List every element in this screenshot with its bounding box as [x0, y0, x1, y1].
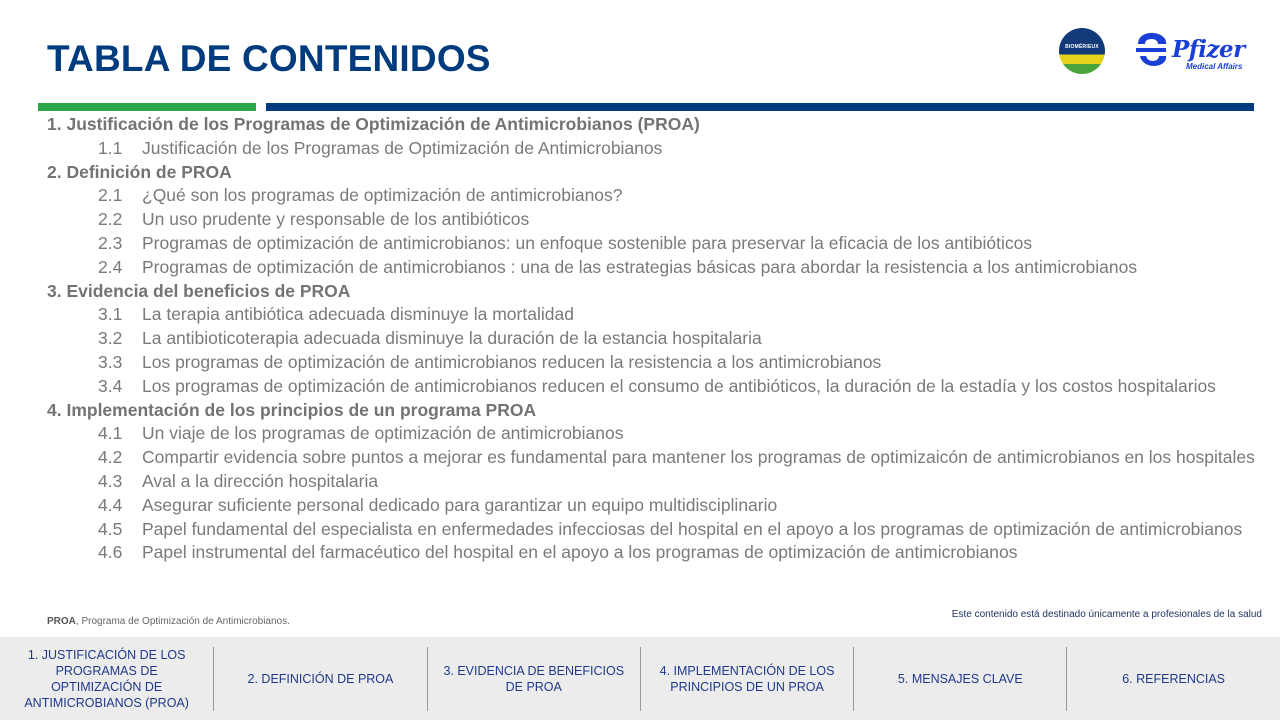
pfizer-wordmark: Pfizer — [1172, 36, 1245, 63]
toc-item-2-3[interactable]: 2.3 Programas de optimización de antimicrobianos: un enfoque sostenible para preservar la eficacia de los antibióticos — [98, 232, 1033, 253]
disclaimer-text: Este contenido está destinado únicamente a profesionales de la salud — [951, 609, 1262, 620]
toc-item-3-1[interactable]: 3.1 La terapia antibiótica adecuada disminuye la mortalidad — [98, 304, 574, 325]
toc-item-3-4[interactable]: 3.4 Los programas de optimización de antimicrobianos reducen el consumo de antibióticos, la duración de la estadía y los costos hospitalarios — [98, 375, 1216, 396]
abbreviation-footnote — [47, 616, 290, 627]
section-2-heading[interactable]: 2. Definición de PROA — [47, 161, 232, 182]
bottom-navigation — [0, 637, 1280, 720]
biomerieux-logo — [1059, 28, 1105, 74]
table-of-contents — [47, 113, 1272, 565]
toc-item-1-1[interactable]: 1.1 Justificación de los Programas de Optimización de Antimicrobianos — [98, 137, 663, 158]
nav-tab-justificacion[interactable]: 1. JUSTIFICACIÓN DE LOS PROGRAMAS DE OPTIMIZACIÓN DE ANTIMICROBIANOS (PROA) — [24, 647, 189, 710]
toc-item-2-1[interactable]: 2.1 ¿Qué son los programas de optimización de antimicrobianos? — [98, 185, 623, 206]
accent-bar-green — [38, 103, 256, 111]
pfizer-pill-icon — [1132, 30, 1170, 70]
nav-tab-implementacion[interactable]: 4. IMPLEMENTACIÓN DE LOS PRINCIPIOS DE UN PROA — [640, 647, 853, 711]
nav-tab-referencias[interactable]: 6. REFERENCIAS — [1066, 647, 1279, 711]
toc-item-4-1[interactable]: 4.1 Un viaje de los programas de optimización de antimicrobianos — [98, 423, 624, 444]
toc-item-2-2[interactable]: 2.2 Un uso prudente y responsable de los antibióticos — [98, 209, 530, 230]
nav-tab-definicion[interactable]: 2. DEFINICIÓN DE PROA — [213, 647, 426, 711]
page-title: TABLA DE CONTENIDOS — [47, 38, 491, 79]
toc-item-4-6[interactable]: 4.6 Papel instrumental del farmacéutico del hospital en el apoyo a los programas de optimización de antimicrobianos — [98, 542, 1018, 563]
pfizer-logo — [1132, 28, 1254, 76]
nav-tab-evidencia[interactable]: 3. EVIDENCIA DE BENEFICIOS DE PROA — [427, 647, 640, 711]
toc-item-4-3[interactable]: 4.3 Aval a la dirección hospitalaria — [98, 470, 379, 491]
toc-item-4-2[interactable]: 4.2 Compartir evidencia sobre puntos a mejorar es fundamental para mantener los programas de optimizaicón de antimicrobianos en los hospitales — [98, 447, 1255, 468]
section-3-heading[interactable]: 3. Evidencia del beneficios de PROA — [47, 280, 351, 301]
toc-item-3-2[interactable]: 3.2 La antibioticoterapia adecuada disminuye la duración de la estancia hospitalaria — [98, 328, 762, 349]
nav-tab-mensajes-clave[interactable]: 5. MENSAJES CLAVE — [853, 647, 1066, 711]
toc-item-3-3[interactable]: 3.3 Los programas de optimización de antimicrobianos reducen la resistencia a los antimicrobianos — [98, 351, 882, 372]
toc-item-2-4[interactable]: 2.4 Programas de optimización de antimicrobianos : una de las estrategias básicas para abordar la resistencia a los antimicrobianos — [98, 256, 1138, 277]
abbreviation-term: PROA — [47, 616, 76, 627]
section-4-heading[interactable]: 4. Implementación de los principios de un programa PROA — [47, 399, 537, 420]
biomerieux-logo-text: BIOMÉRIEUX — [1065, 44, 1099, 50]
toc-item-4-5[interactable]: 4.5 Papel fundamental del especialista en enfermedades infecciosas del hospital en el apoyo a los programas de optimización de antimicrobianos — [98, 518, 1243, 539]
section-1-heading[interactable]: 1. Justificación de los Programas de Optimización de Antimicrobianos (PROA) — [47, 114, 700, 134]
abbreviation-definition: , Programa de Optimización de Antimicrobianos. — [75, 616, 290, 627]
toc-item-4-4[interactable]: 4.4 Asegurar suficiente personal dedicado para garantizar un equipo multidisciplinario — [98, 494, 778, 515]
accent-bar-blue — [266, 103, 1254, 111]
pfizer-subtitle: Medical Affairs — [1186, 62, 1243, 71]
